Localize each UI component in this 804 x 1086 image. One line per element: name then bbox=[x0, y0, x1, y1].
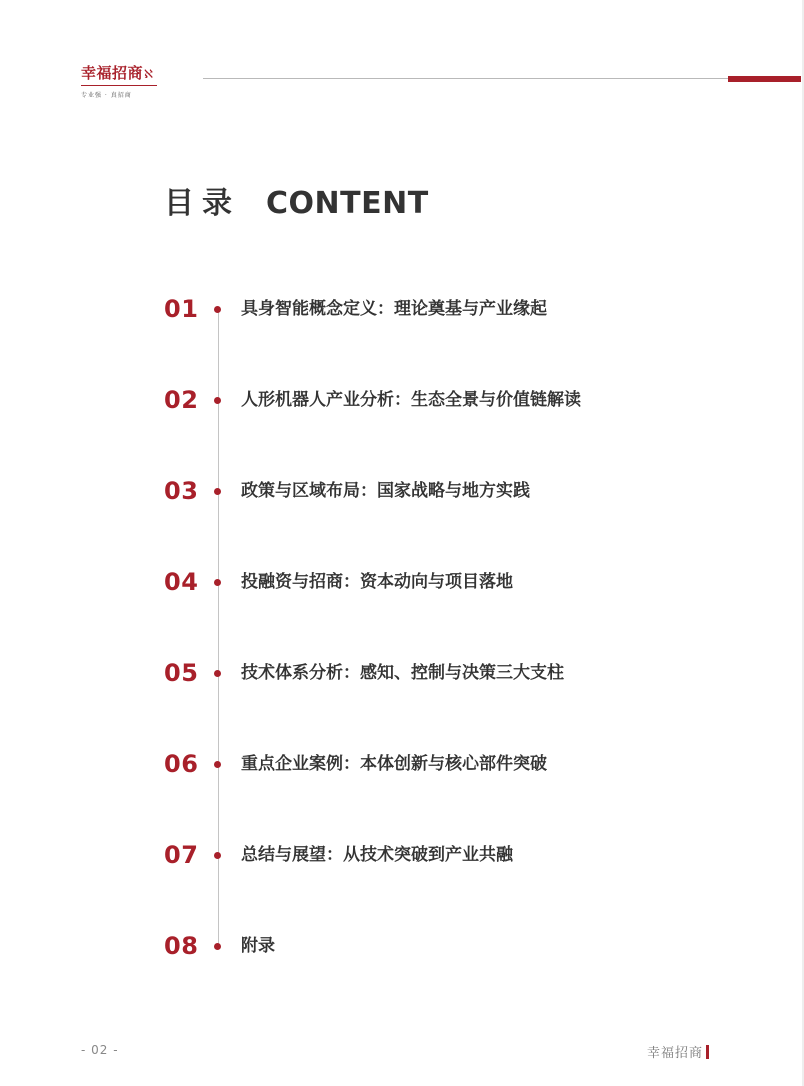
toc-bullet-dot bbox=[214, 761, 221, 768]
toc-item-title: 人形机器人产业分析：生态全景与价值链解读 bbox=[241, 390, 581, 410]
toc-item[interactable] bbox=[164, 749, 724, 779]
header-rule bbox=[203, 78, 730, 79]
toc-item[interactable] bbox=[164, 476, 724, 506]
toc-item-title: 具身智能概念定义：理论奠基与产业缘起 bbox=[241, 299, 547, 319]
toc-item[interactable] bbox=[164, 931, 724, 961]
page-title bbox=[164, 178, 429, 222]
page-number: - 02 - bbox=[81, 1043, 119, 1057]
toc-bullet-dot bbox=[214, 852, 221, 859]
toc-bullet-dot bbox=[214, 579, 221, 586]
toc-item-number: 08 bbox=[164, 932, 199, 960]
toc-item-number: 02 bbox=[164, 386, 199, 414]
toc-bullet-dot bbox=[214, 670, 221, 677]
toc-item[interactable] bbox=[164, 385, 724, 415]
toc-item[interactable] bbox=[164, 294, 724, 324]
toc-bullet-dot bbox=[214, 488, 221, 495]
brand-tagline: 专业强 · 真招商 bbox=[81, 92, 132, 99]
toc-item[interactable] bbox=[164, 567, 724, 597]
toc-item-title: 投融资与招商：资本动向与项目落地 bbox=[241, 572, 513, 592]
brand-name: 幸福招商ℵ bbox=[81, 64, 154, 82]
toc-item[interactable] bbox=[164, 658, 724, 688]
header-accent-bar bbox=[728, 76, 801, 82]
brand-mark-icon: ℵ bbox=[144, 67, 154, 81]
toc-item-title: 附录 bbox=[241, 936, 275, 956]
toc-bullet-dot bbox=[214, 306, 221, 313]
toc-bullet-dot bbox=[214, 943, 221, 950]
toc-item-number: 07 bbox=[164, 841, 199, 869]
brand-underline bbox=[81, 85, 157, 86]
toc-bullet-dot bbox=[214, 397, 221, 404]
brand-logo bbox=[81, 64, 161, 99]
toc-item-number: 05 bbox=[164, 659, 199, 687]
toc-item-number: 01 bbox=[164, 295, 199, 323]
toc-item-title: 总结与展望：从技术突破到产业共融 bbox=[241, 845, 513, 865]
footer-brand: 幸福招商 bbox=[646, 1046, 703, 1061]
toc-item-number: 03 bbox=[164, 477, 199, 505]
toc-item[interactable] bbox=[164, 840, 724, 870]
toc-item-title: 技术体系分析：感知、控制与决策三大支柱 bbox=[241, 663, 564, 683]
toc-item-number: 06 bbox=[164, 750, 199, 778]
toc-item-title: 重点企业案例：本体创新与核心部件突破 bbox=[241, 754, 547, 774]
page-title-cn: 目录 bbox=[164, 186, 240, 221]
page-title-en: CONTENT bbox=[266, 186, 429, 221]
footer-accent-bar bbox=[706, 1045, 709, 1059]
toc-item-number: 04 bbox=[164, 568, 199, 596]
toc-item-title: 政策与区域布局：国家战略与地方实践 bbox=[241, 481, 530, 501]
